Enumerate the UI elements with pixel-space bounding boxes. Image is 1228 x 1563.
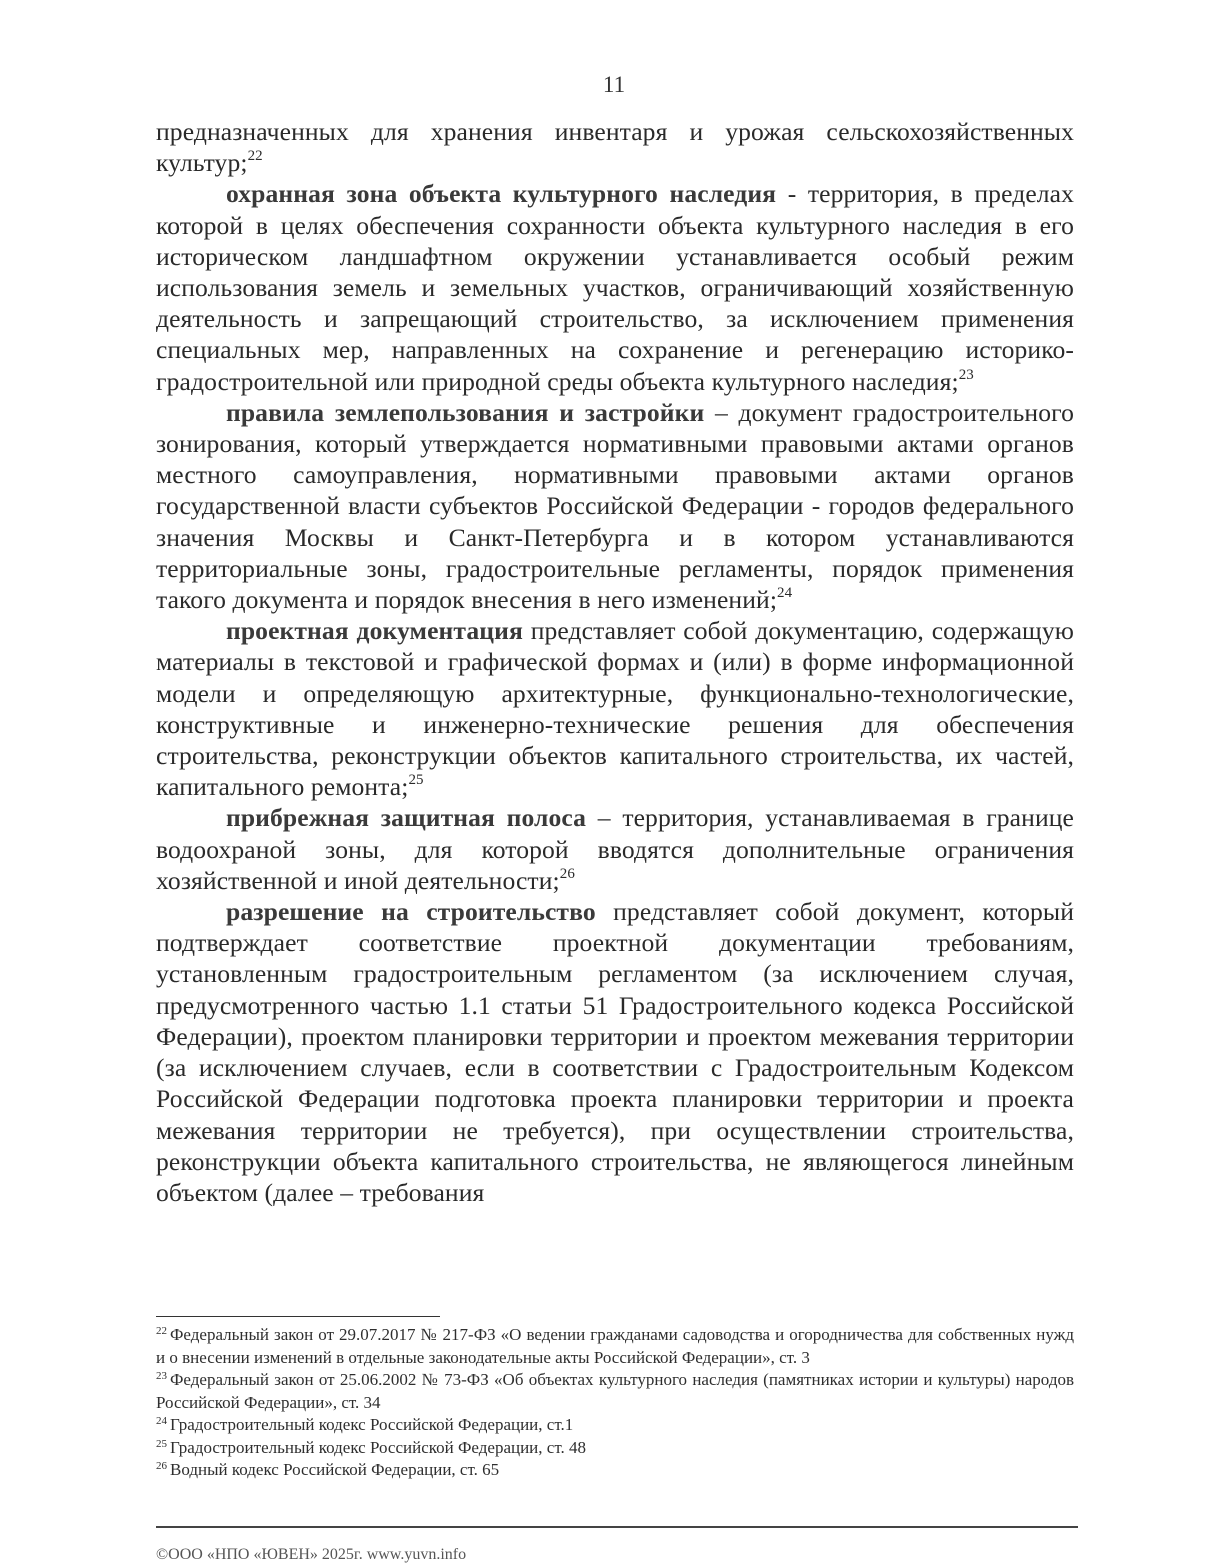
footnote [156,1459,1074,1482]
footnote-number: 23 [156,1370,167,1382]
definition-text: – документ градостроительного зонирования, который утверждается нормативными правовыми актами органов местного самоуправления, нормативными правовыми актами органов государственной власти субъектов Российской Федерации - городов федерального значения Москвы и Санкт-Петербурга и в котором устанавливаются территориальные зоны, градостроительные регламенты, порядок применения такого документа и порядок внесения в него изменений; [156,397,1074,615]
definition-paragraph [156,178,1074,396]
copyright-text: ©ООО «НПО «ЮВЕН» 2025г. www.yuvn.info [156,1546,467,1563]
footnote-ref: 24 [777,585,793,602]
footnote-number: 26 [156,1460,167,1472]
footnote-ref: 25 [408,772,424,789]
footnotes [156,1324,1074,1482]
definition-paragraph [156,896,1074,1208]
defined-term: проектная документация [226,616,523,646]
footnote-ref: 22 [247,148,263,165]
defined-term: охранная зона объекта культурного наследия [226,179,777,209]
definition-paragraph [156,397,1074,615]
footnote-number: 24 [156,1415,167,1427]
definition-text: - территория, в пределах которой в целях обеспечения сохранности объекта культурного наследия в его историческом ландшафтном окружении устанавливается особый режим использования земель и земельных участков, ограничивающий хозяйственную деятельность и запрещающий строительство, за исключением применения специальных мер, направленных на сохранение и регенерацию историко-градостроительной или природной среды объекта культурного наследия; [156,179,1075,396]
copyright-footer [156,1530,556,1563]
paragraph-continuation [156,116,1074,178]
page-number: 11 [602,72,626,97]
footnote [156,1324,1074,1369]
footnote-text: Федеральный закон от 29.07.2017 № 217-ФЗ «О ведении гражданами садоводства и огородничества для собственных нужд и о внесении изменений в отдельные законодательные акты Российской Федерации», ст. 3 [156,1325,1074,1367]
body-text [156,116,1074,1208]
footnote [156,1437,1074,1460]
definition-text: представляет собой документ, который подтверждает соответствие проектной документации требованиям, установленным градостроительным регламентом (за исключением случая, предусмотренного частью 1.1 статьи 51 Градостроительного кодекса Российской Федерации), проектом планировки территории и проектом межевания территории (за исключением случаев, если в соответствии с Градостроительным Кодексом Российской Федерации подготовка проекта планировки территории и проекта межевания территории не требуется), при осуществлении строительства, реконструкции объекта капитального строительства, не являющегося линейным объектом (далее – требования [156,897,1074,1207]
footnote-number: 25 [156,1437,167,1450]
footnote [156,1414,1074,1437]
footnote-ref: 23 [958,366,974,383]
footnote-text: Градостроительный кодекс Российской Федерации, ст. 48 [170,1437,586,1457]
footnote-text: Градостроительный кодекс Российской Федерации, ст.1 [170,1415,574,1434]
definition-text: представляет собой документацию, содержащую материалы в текстовой и графической формах и (или) в форме информационной модели и определяющую архитектурные, функционально-технологические, конструктивные и инженерно-технические решения для обеспечения строительства, реконструкции объектов капитального строительства, их частей, капитального ремонта; [156,616,1074,802]
footnote-text: Федеральный закон от 25.06.2002 № 73-ФЗ «Об объектах культурного наследия (памятниках истории и культуры) народов Российской Федерации», ст. 34 [156,1370,1074,1412]
definition-paragraph [156,615,1074,802]
paragraph-text: предназначенных для хранения инвентаря и урожая сельскохозяйственных культур; [156,117,1074,178]
footnote-separator [156,1316,440,1317]
defined-term: прибрежная защитная полоса [226,803,587,833]
definition-text: – территория, устанавливаемая в границе водоохраной зоны, для которой вводятся дополнительные ограничения хозяйственной и иной деятельности; [156,803,1074,895]
bottom-separator [156,1526,1078,1528]
footnote-ref: 26 [559,865,575,882]
footnote-number: 22 [156,1325,167,1337]
footnote-text: Водный кодекс Российской Федерации, ст. 65 [170,1460,500,1479]
footnote [156,1369,1074,1414]
defined-term: правила землепользования и застройки [226,397,705,427]
definition-paragraph [156,802,1074,896]
defined-term: разрешение на строительство [226,897,596,927]
